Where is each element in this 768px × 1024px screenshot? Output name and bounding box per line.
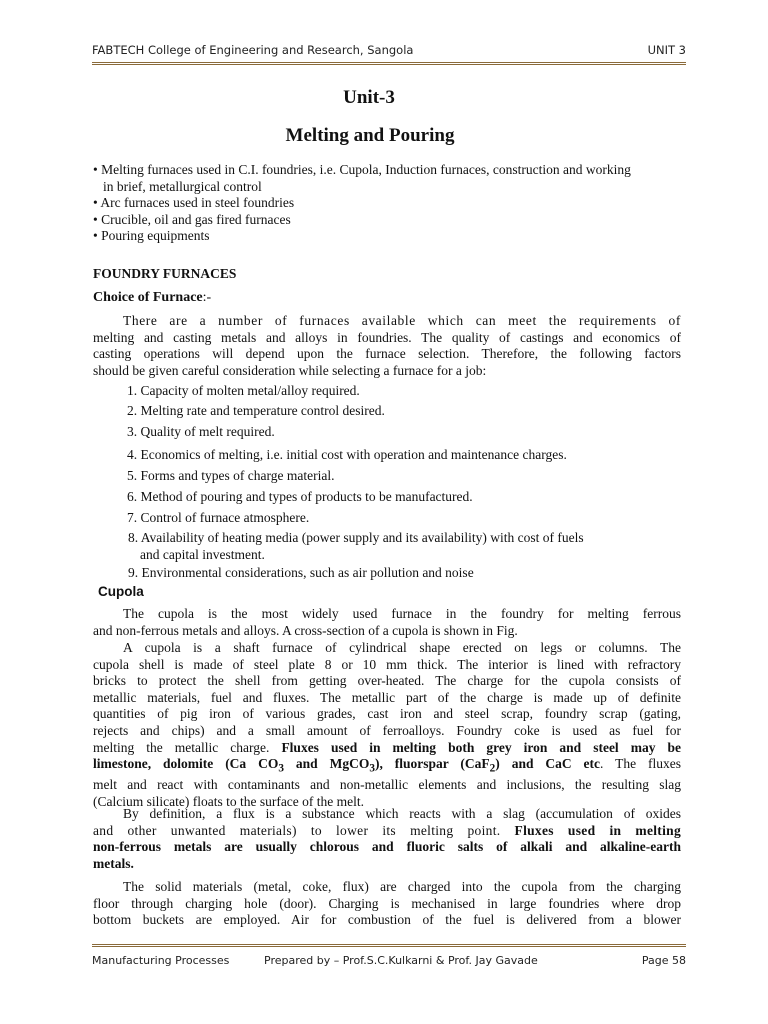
page-title: Melting and Pouring <box>285 125 455 146</box>
choice-paragraph: There are a number of furnaces available which can meet the requirements of melting and casting metals and alloys in foundries. The quality of castings and economics of casting operations will depend upon the furnace selection. Therefore, the following factors should be given careful consideration while selecting a furnace for a job: <box>93 313 681 378</box>
section-heading: FOUNDRY FURNACES <box>93 266 237 281</box>
list-item: 2. Melting rate and temperature control desired. <box>127 403 385 418</box>
header-unit: UNIT 3 <box>647 43 686 57</box>
list-item: 4. Economics of melting, i.e. initial cost with operation and maintenance charges. <box>127 447 567 462</box>
page-header <box>92 40 686 65</box>
list-item: 9. Environmental considerations, such as air pollution and noise <box>128 565 474 580</box>
topic-bullet-list <box>93 162 693 245</box>
header-college: FABTECH College of Engineering and Research, Sangola <box>92 43 414 57</box>
list-item: 7. Control of furnace atmosphere. <box>127 510 310 525</box>
footer-subject: Manufacturing Processes <box>92 954 230 967</box>
list-item: and capital investment. <box>140 547 265 562</box>
unit-title: Unit-3 <box>343 87 395 108</box>
list-item: 3. Quality of melt required. <box>127 424 275 439</box>
cupola-paragraph-2: A cupola is a shaft furnace of cylindrical shape erected on legs or columns. The cupola shell is made of steel plate 8 or 10 mm thick. The interior is lined with refractory bricks to protect the shell from getting over-heated. The charge for the cupola consists of metallic materials, fuel and fluxes. The metallic part of the charge is made up of definite quantities of pig iron of various grades, cast iron and steel scrap, foundry scrap (gating, rejects and chips) and a small amount of ferroalloys. Foundry coke is used as fuel for melting the metallic charge. Fluxes used in melting both grey iron and steel may be limestone, dolomite (Ca $CO_3$ and MgCO$_3$), fluorspar (CaF$_2$) and CaC etc. The fluxes melt and react with contaminants and non-metallic elements and inclusions, the resulting slag (Calcium silicate) floats to the surface of the melt. <box>93 640 681 810</box>
list-item: 5. Forms and types of charge material. <box>127 468 335 483</box>
cupola-paragraph-1: The cupola is the most widely used furnace in the foundry for melting ferrous and non-ferrous metals and alloys. A cross-section of a cupola is shown in Fig. <box>93 606 681 638</box>
list-item: 8. Availability of heating media (power supply and its availability) with cost of fuels <box>128 530 584 545</box>
list-item: 1. Capacity of molten metal/alloy required. <box>127 383 360 398</box>
footer-prepared-by: Prepared by – Prof.S.C.Kulkarni & Prof. Jay Gavade <box>264 954 538 967</box>
list-item: in brief, metallurgical control <box>103 178 262 194</box>
cupola-paragraph-3: By definition, a flux is a substance which reacts with a slag (accumulation of oxides and other unwanted materials) to lower its melting point. Fluxes used in melting non-ferrous metals are usually chlorous and fluoric salts of alkali and alkaline-earth metals. <box>93 806 681 871</box>
cupola-heading: Cupola <box>98 584 144 599</box>
list-item: • Crucible, oil and gas fired furnaces <box>93 211 291 227</box>
list-item: 6. Method of pouring and types of products to be manufactured. <box>127 489 473 504</box>
subheading: Choice of Furnace:- <box>93 290 212 305</box>
list-item: • Melting furnaces used in C.I. foundries, i.e. Cupola, Induction furnaces, construction and working <box>93 162 631 177</box>
list-item: • Pouring equipments <box>93 228 210 243</box>
page-footer <box>92 944 686 977</box>
list-item: • Arc furnaces used in steel foundries <box>93 195 295 210</box>
footer-page-number: Page 58 <box>641 954 686 967</box>
cupola-paragraph-4: The solid materials (metal, coke, flux) are charged into the cupola from the charging floor through charging hole (door). Charging is mechanised in large foundries where drop bottom buckets are employed. Air for combustion of the fuel is delivered from a blower <box>93 879 681 928</box>
